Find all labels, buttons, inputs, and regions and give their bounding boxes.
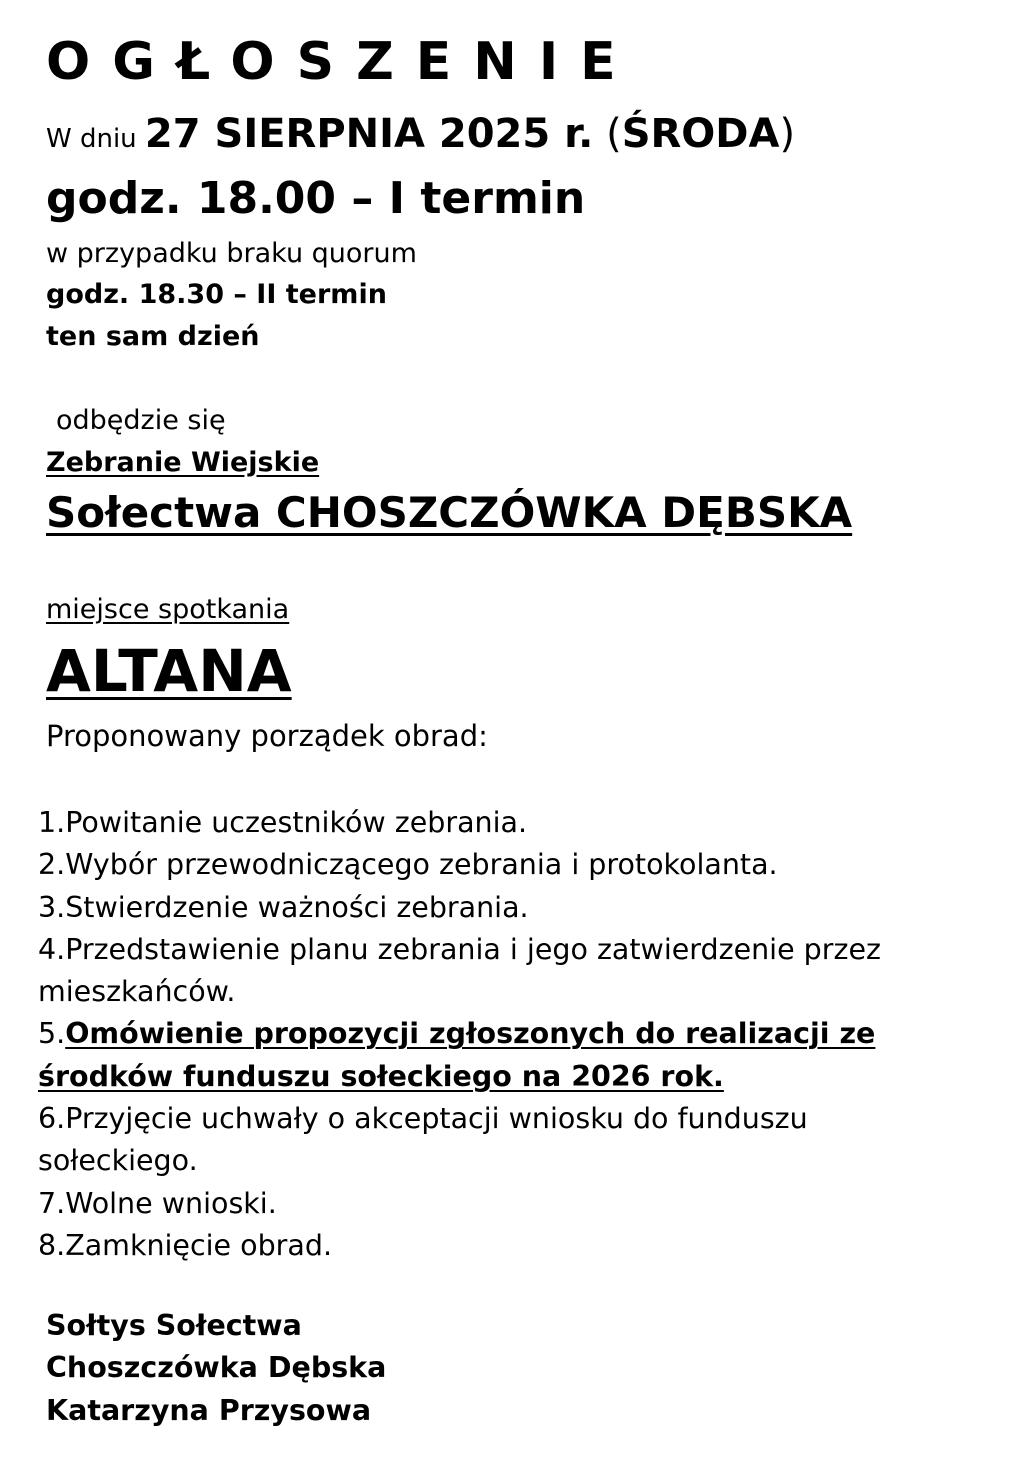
first-term-time: godz. 18.00 – I termin: [46, 173, 586, 224]
agenda-item-continuation: sołeckiego.: [38, 1144, 198, 1178]
meeting-type: Zebranie Wiejskie: [46, 447, 320, 478]
signature-block: [46, 1305, 386, 1432]
agenda-item: 3.Stwierdzenie ważności zebrania.: [38, 890, 529, 924]
weekday-close-paren: ): [779, 111, 796, 157]
announcement-title: OGŁOSZENIE: [46, 32, 638, 92]
no-quorum-note: w przypadku braku quorum: [46, 238, 417, 269]
second-term-time: godz. 18.30 – II termin: [46, 279, 387, 310]
agenda-item-continuation: mieszkańców.: [38, 975, 236, 1009]
place-label: miejsce spotkania: [46, 594, 290, 625]
agenda-item-highlight-text: Omówienie propozycji zgłoszonych do realizacji ze: [65, 1017, 876, 1051]
agenda-item: 8.Zamknięcie obrad.: [38, 1228, 333, 1262]
agenda-item: 7.Wolne wnioski.: [38, 1186, 277, 1220]
agenda-heading: Proponowany porządek obrad:: [46, 719, 488, 753]
date-prefix: W dniu: [46, 124, 145, 154]
place-name: ALTANA: [46, 637, 292, 705]
agenda-item: 2.Wybór przewodniczącego zebrania i protokolanta.: [38, 848, 778, 882]
agenda-list: [38, 802, 998, 1267]
meeting-date-line: [46, 111, 796, 157]
agenda-item: 1.Powitanie uczestników zebrania.: [38, 806, 528, 839]
agenda-item: 4.Przedstawienie planu zebrania i jego zatwierdzenie przez: [38, 932, 881, 966]
signature-person: Katarzyna Przysowa: [46, 1393, 372, 1427]
signature-village: Choszczówka Dębska: [46, 1351, 387, 1385]
agenda-item-continuation: [38, 1056, 998, 1098]
meeting-date: 27 SIERPNIA 2025 r.: [144, 111, 594, 157]
village-name: Sołectwa CHOSZCZÓWKA DĘBSKA: [46, 488, 853, 537]
agenda-item-highlight-text: środków funduszu sołeckiego na 2026 rok.: [38, 1059, 724, 1093]
agenda-item-highlighted: [38, 1013, 998, 1055]
will-be-held-text: odbędzie się: [56, 405, 226, 436]
agenda-item: 6.Przyjęcie uchwały o akceptacji wniosku do funduszu: [38, 1102, 808, 1136]
signature-role: Sołtys Sołectwa: [46, 1309, 302, 1342]
agenda-item-number: 5.: [38, 1017, 66, 1051]
weekday-open-paren: (: [593, 111, 622, 157]
meeting-weekday: ŚRODA: [621, 111, 780, 157]
same-day-note: ten sam dzień: [46, 321, 260, 352]
